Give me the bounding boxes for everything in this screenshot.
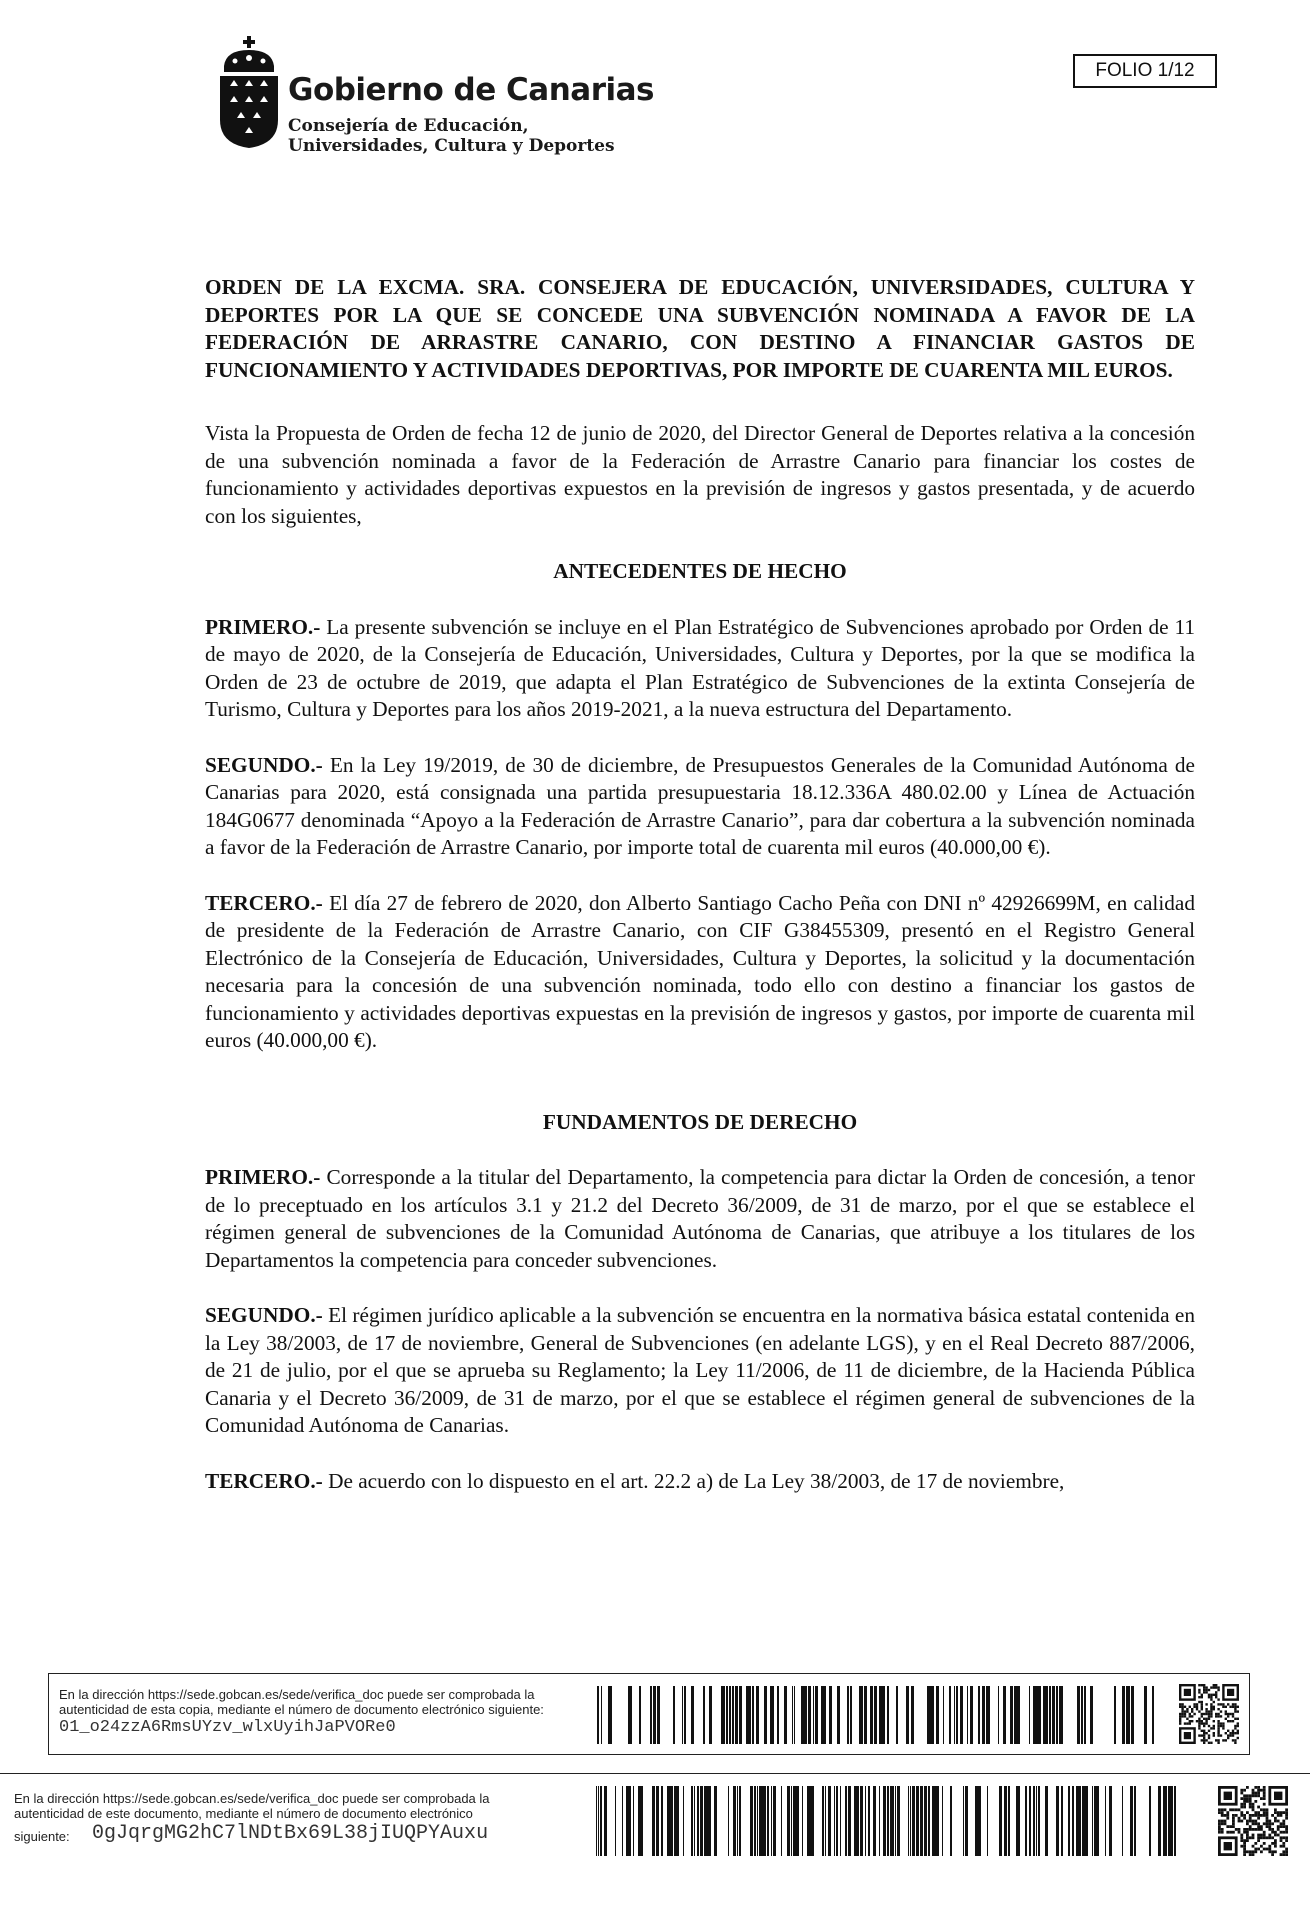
paragraph-text: El régimen jurídico aplicable a la subvención se encuentra en la normativa básica estatal contenida en la Ley 38/2003, de 17 de noviembre, General de Subvenciones (en adelante LGS), y en el Real Decreto 887/2006, de 21 de julio, por el que se aprueba su Reglamento; la Ley 11/2006, de 11 de diciembre, de la Hacienda Pública Canaria y el Decreto 36/2009, de 31 de marzo, por el que se establece el régimen general de subvenciones de la Comunidad Autónoma de Canarias. (205, 1303, 1195, 1437)
document-title: ORDEN DE LA EXCMA. SRA. CONSEJERA DE EDUCACIÓN, UNIVERSIDADES, CULTURA Y DEPORTES POR LA QUE SE CONCEDE UNA SUBVENCIÓN NOMINADA A FAVOR DE LA FEDERACIÓN DE ARRASTRE CANARIO, CON DESTINO A FINANCIAR GASTOS DE FUNCIONAMIENTO Y ACTIVIDADES DEPORTIVAS, POR IMPORTE DE CUARENTA MIL EUROS. (205, 275, 1195, 382)
paragraph-label: SEGUNDO.- (205, 752, 323, 777)
antecedentes-primero (205, 614, 1195, 724)
fundamentos-segundo (205, 1302, 1195, 1440)
paragraph-label: PRIMERO.- (205, 614, 321, 639)
paragraph-text: El día 27 de febrero de 2020, don Alberto Santiago Cacho Peña con DNI nº 42926699M, en calidad de presidente de la Federación de Arrastre Canario, con CIF G38455309, presentó en el Registro General Electrónico de la Consejería de Educación, Universidades, Cultura y Deportes, la solicitud y la documentación necesaria para la concesión de una subvención nominada, todo ello con destino a financiar los gastos de funcionamiento y actividades deportivas expuestas en la previsión de ingresos y gastos, por importe de cuarenta mil euros (40.000,00 €). (205, 890, 1196, 1052)
paragraph-label: TERCERO.- (205, 1468, 323, 1493)
document-code[interactable]: 0gJqrgMG2hC7lNDtBx69L38jIUQPYAuxu (92, 1822, 489, 1845)
logo-subtitle (288, 116, 615, 156)
fundamentos-tercero (205, 1468, 1195, 1496)
verification-line: En la dirección https://sede.gobcan.es/sede/verifica_doc puede ser comprobada la (14, 1791, 490, 1806)
fundamentos-heading: FUNDAMENTOS DE DERECHO (542, 1109, 858, 1134)
barcode-icon (597, 1686, 1157, 1744)
document-body (205, 274, 1195, 1523)
verification-line: autenticidad de esta copia, mediante el número de documento electrónico siguiente: (59, 1702, 544, 1717)
qr-code-icon (1179, 1684, 1239, 1744)
antecedentes-segundo (205, 752, 1195, 862)
folio-box: FOLIO 1/12 (1073, 54, 1217, 88)
logo-subtitle-line2: Universidades, Cultura y Deportes (288, 136, 615, 156)
paragraph-text: Corresponde a la titular del Departamento, la competencia para dictar la Orden de concesión, a tenor de lo preceptuado en los artículos 3.1 y 21.2 del Decreto 36/2009, de 31 de marzo, por el que se establece el régimen general de subvenciones de la Comunidad Autónoma de Canarias, que atribuye a los titulares de los Departamentos la competencia para conceder subvenciones. (205, 1165, 1195, 1272)
logo-title: Gobierno de Canarias (288, 72, 654, 108)
paragraph-label: PRIMERO.- (205, 1165, 321, 1189)
antecedentes-heading: ANTECEDENTES DE HECHO (553, 559, 847, 583)
fundamentos-primero (205, 1164, 1195, 1274)
paragraph-label: TERCERO.- (205, 890, 323, 915)
verification-text (14, 1791, 490, 1821)
antecedentes-tercero (205, 890, 1195, 1055)
logo-subtitle-line1: Consejería de Educación, (288, 116, 529, 136)
paragraph-text: De acuerdo con lo dispuesto en el art. 22.2 a) de La Ley 38/2003, de 17 de noviembre, (328, 1468, 1065, 1493)
document-verification-footer (0, 1773, 1310, 1920)
paragraph-text: La presente subvención se incluye en el Plan Estratégico de Subvenciones aprobado por Orden de 11 de mayo de 2020, de la Consejería de Educación, Universidades, Cultura y Deportes, por la que se modifica la Orden de 23 de octubre de 2019, que adapta el Plan Estratégico de Subvenciones de la extinta Consejería de Turismo, Cultura y Deportes para los años 2019-2021, a la nueva estructura del Departamento. (205, 614, 1196, 721)
intro-paragraph: Vista la Propuesta de Orden de fecha 12 de junio de 2020, del Director General de Deportes relativa a la concesión de una subvención nominada a favor de la Federación de Arrastre Canario para financiar los costes de funcionamiento y actividades deportivas expuestos en la previsión de ingresos y gastos presentada, y de acuerdo con los siguientes, (205, 421, 1195, 528)
copy-verification-footer (48, 1673, 1250, 1755)
verification-siguiente-label: siguiente: (14, 1829, 70, 1844)
canarias-shield-icon (218, 36, 280, 148)
verification-line: autenticidad de este documento, mediante el número de documento electrónico (14, 1806, 473, 1821)
verification-text (59, 1687, 544, 1717)
qr-code-icon (1218, 1786, 1288, 1856)
paragraph-text: En la Ley 19/2019, de 30 de diciembre, de Presupuestos Generales de la Comunidad Autónoma de Canarias para 2020, está consignada una partida presupuestaria 18.12.336A 480.02.00 y Línea de Actuación 184G0677 denominada “Apoyo a la Federación de Arrastre Canario”, para dar cobertura a la subvención nominada a favor de la Federación de Arrastre Canario, por importe total de cuarenta mil euros (40.000,00 €). (205, 752, 1195, 859)
verification-line: En la dirección https://sede.gobcan.es/sede/verifica_doc puede ser comprobada la (59, 1687, 535, 1702)
barcode-icon (596, 1786, 1176, 1856)
gobierno-canarias-logo (218, 36, 654, 166)
copy-document-code[interactable]: 01_o24zzA6RmsUYzv_wlxUyihJaPVORe0 (59, 1718, 396, 1737)
paragraph-label: SEGUNDO.- (205, 1303, 323, 1327)
